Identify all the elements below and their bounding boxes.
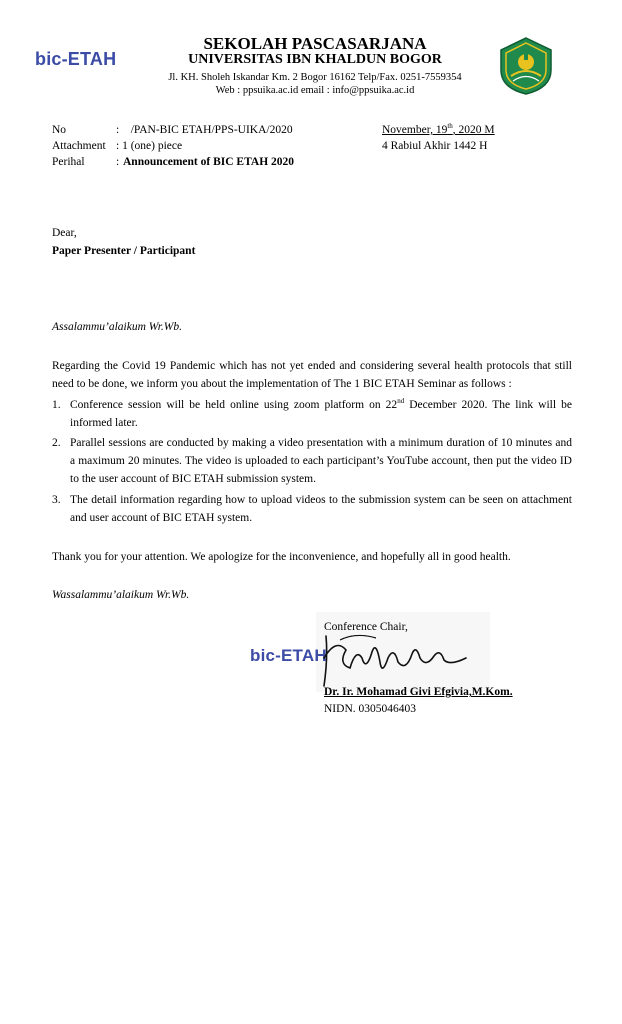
greeting: Assalammu’alaikum Wr.Wb.	[52, 321, 183, 333]
item-text-sup: nd	[397, 397, 405, 406]
signatory-nidn: NIDN. 0305046403	[324, 703, 416, 715]
list-item-text	[70, 396, 572, 432]
item-text-pre: Conference session will be held online using zoom platform on 22	[70, 399, 398, 411]
contact-line: Web : ppsuika.ac.id email : info@ppsuika.ac.id	[215, 85, 415, 96]
date-prefix: November, 19	[382, 124, 448, 136]
list-item-text: The detail information regarding how to upload videos to the submission system can be seen on attachment and user account of BIC ETAH system.	[70, 494, 572, 524]
list-item	[52, 434, 572, 488]
attachment-label: Attachment	[52, 140, 106, 152]
number-value: : /PAN-BIC ETAH/PPS-UIKA/2020	[116, 124, 293, 136]
item-text-post: December 2020. The link will be informed later.	[70, 399, 572, 429]
handwritten-signature-icon	[316, 628, 476, 690]
letter-date	[382, 124, 495, 136]
closing: Wassalammu’alaikum Wr.Wb.	[52, 589, 190, 601]
list-item	[52, 491, 572, 527]
date-suffix: , 2020 M	[452, 124, 495, 136]
header-logo: bic-ETAH	[35, 49, 117, 69]
university-emblem-icon	[497, 36, 555, 96]
school-title: SEKOLAH PASCASARJANA	[203, 34, 427, 53]
recipient: Paper Presenter / Participant	[52, 245, 196, 257]
intro-paragraph: Regarding the Covid 19 Pandemic which has not yet ended and considering several health protocols that still need to be done, we inform you about the implementation of The 1 BIC ETAH Seminar as follows :	[52, 360, 572, 390]
signatory-name: Dr. Ir. Mohamad Givi Efgivia,M.Kom.	[324, 686, 513, 698]
signature-stamp: bic-ETAH	[250, 646, 327, 665]
address-line: Jl. KH. Sholeh Iskandar Km. 2 Bogor 16162 Telp/Fax. 0251-7559354	[168, 72, 462, 83]
list-item-text: Parallel sessions are conducted by making a video presentation with a minimum duration of 10 minutes and a maximum 20 minutes. The video is uploaded to each participant’s YouTube account, then put the video ID to the user account of BIC ETAH submission system.	[70, 437, 572, 485]
subject-label: Perihal	[52, 156, 85, 168]
list-item-number: 2.	[52, 437, 61, 449]
attachment-value: : 1 (one) piece	[116, 140, 183, 152]
thanks-paragraph: Thank you for your attention. We apologize for the inconvenience, and hopefully all in good health.	[52, 551, 511, 563]
list-item	[52, 396, 572, 432]
list-item-number: 1.	[52, 399, 61, 411]
number-label: No	[52, 124, 67, 136]
signature-role: Conference Chair,	[324, 621, 408, 633]
subject-value: Announcement of BIC ETAH 2020	[123, 156, 295, 168]
list-item-number: 3.	[52, 494, 61, 506]
subject-colon: :	[116, 156, 120, 168]
dear-line: Dear,	[52, 227, 77, 239]
university-title: UNIVERSITAS IBN KHALDUN BOGOR	[188, 52, 442, 67]
date-sup: th	[447, 122, 453, 131]
hijri-date: 4 Rabiul Akhir 1442 H	[382, 140, 488, 152]
